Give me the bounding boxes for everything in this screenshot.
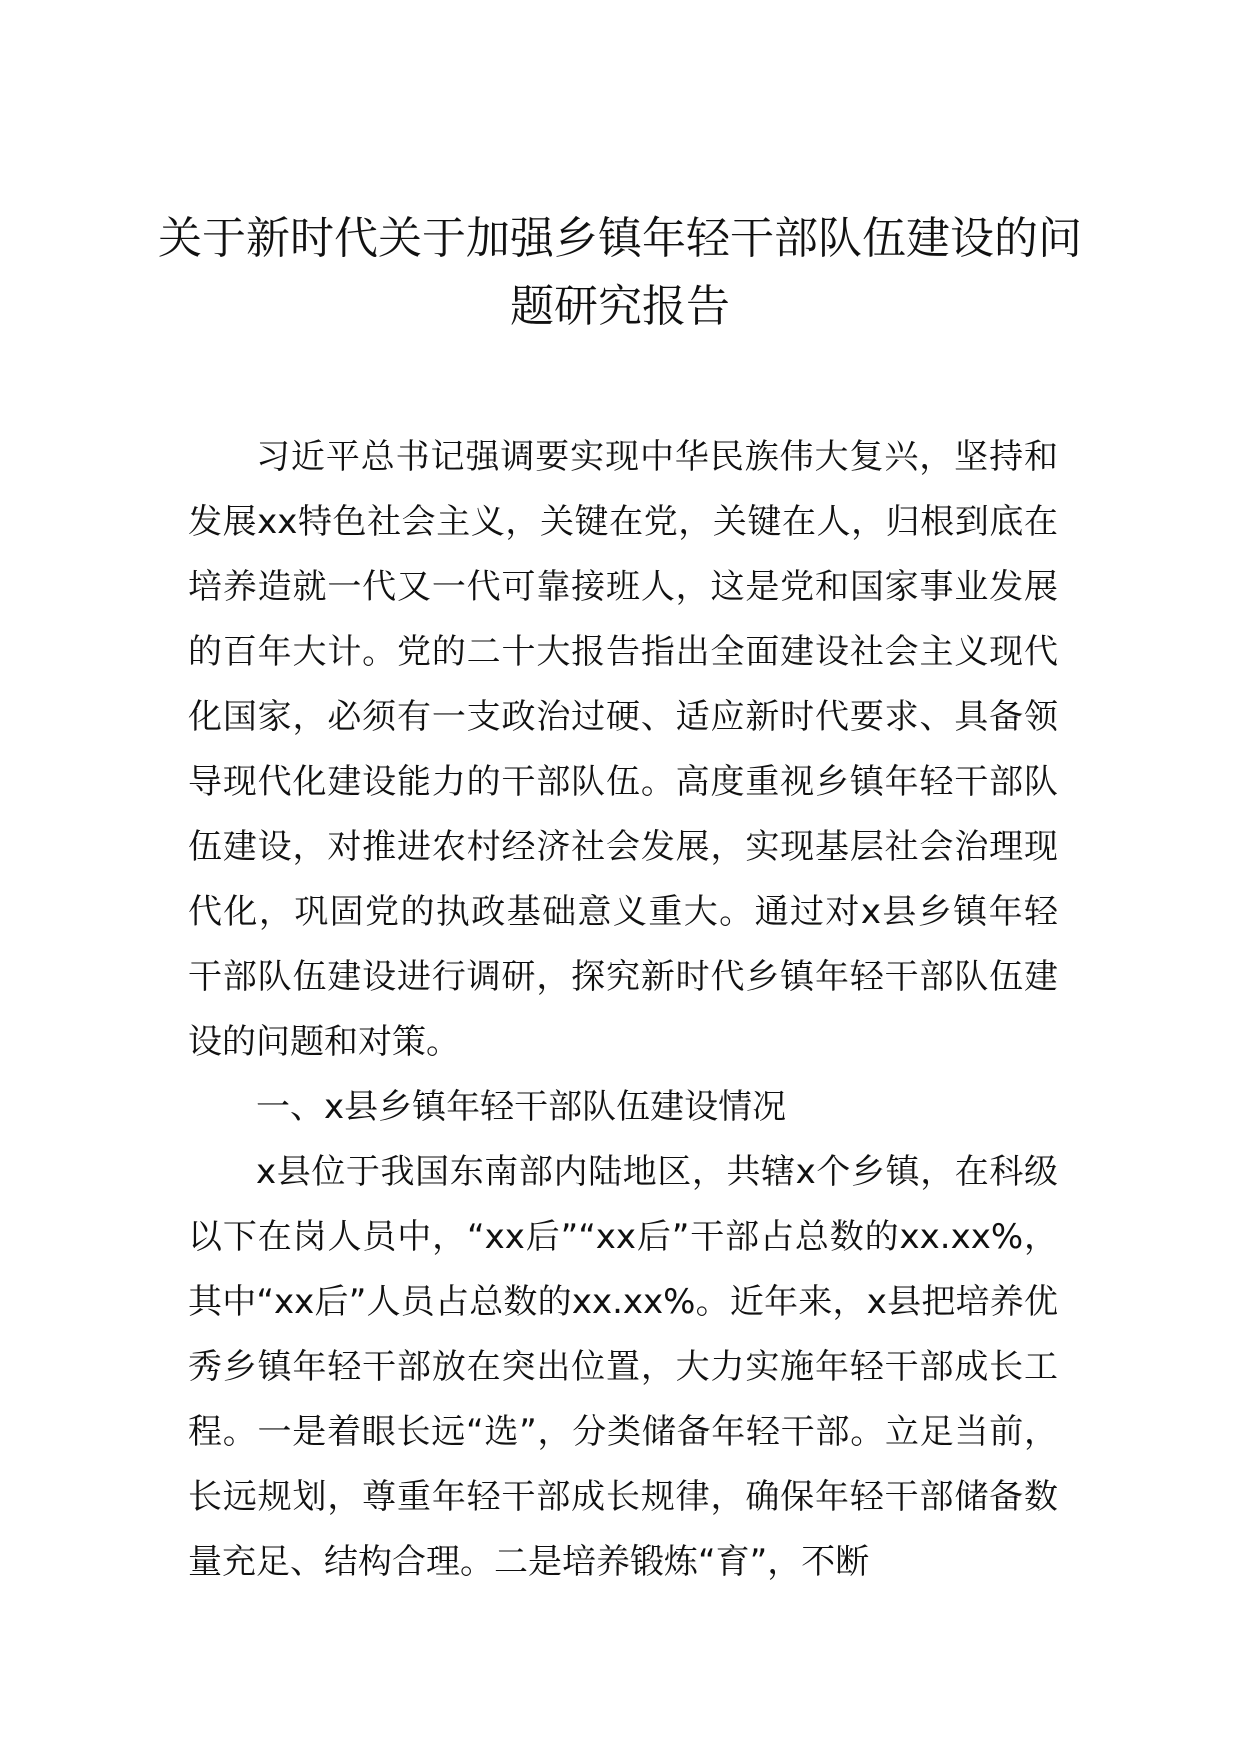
section-heading-1: 一、x县乡镇年轻干部队伍建设情况 <box>256 1087 787 1127</box>
document-body <box>188 425 1058 1595</box>
paragraph-intro: 习近平总书记强调要实现中华民族伟大复兴，坚持和发展xx特色社会主义，关键在党，关键在人，归根到底在培养造就一代又一代可靠接班人，这是党和国家事业发展的百年大计。党的二十大报告指出全面建设社会主义现代化国家，必须有一支政治过硬、适应新时代要求、具备领导现代化建设能力的干部队伍。高度重视乡镇年轻干部队伍建设，对推进农村经济社会发展，实现基层社会治理现代化，巩固党的执政基础意义重大。通过对x县乡镇年轻干部队伍建设进行调研，探究新时代乡镇年轻干部队伍建设的问题和对策。 <box>188 437 1058 1062</box>
document-title: 关于新时代关于加强乡镇年轻干部队伍建设的问题研究报告 <box>158 213 1082 332</box>
paragraph-section-1: x县位于我国东南部内陆地区，共辖x个乡镇，在科级以下在岗人员中，“xx后”“xx后”干部占总数的xx.xx%，其中“xx后”人员占总数的xx.xx%。近年来，x县把培养优秀乡镇年轻干部放在突出位置，大力实施年轻干部成长工程。一是着眼长远“选”，分类储备年轻干部。立足当前，长远规划，尊重年轻干部成长规律，确保年轻干部储备数量充足、结构合理。二是培养锻炼“育”，不断 <box>188 1152 1058 1582</box>
